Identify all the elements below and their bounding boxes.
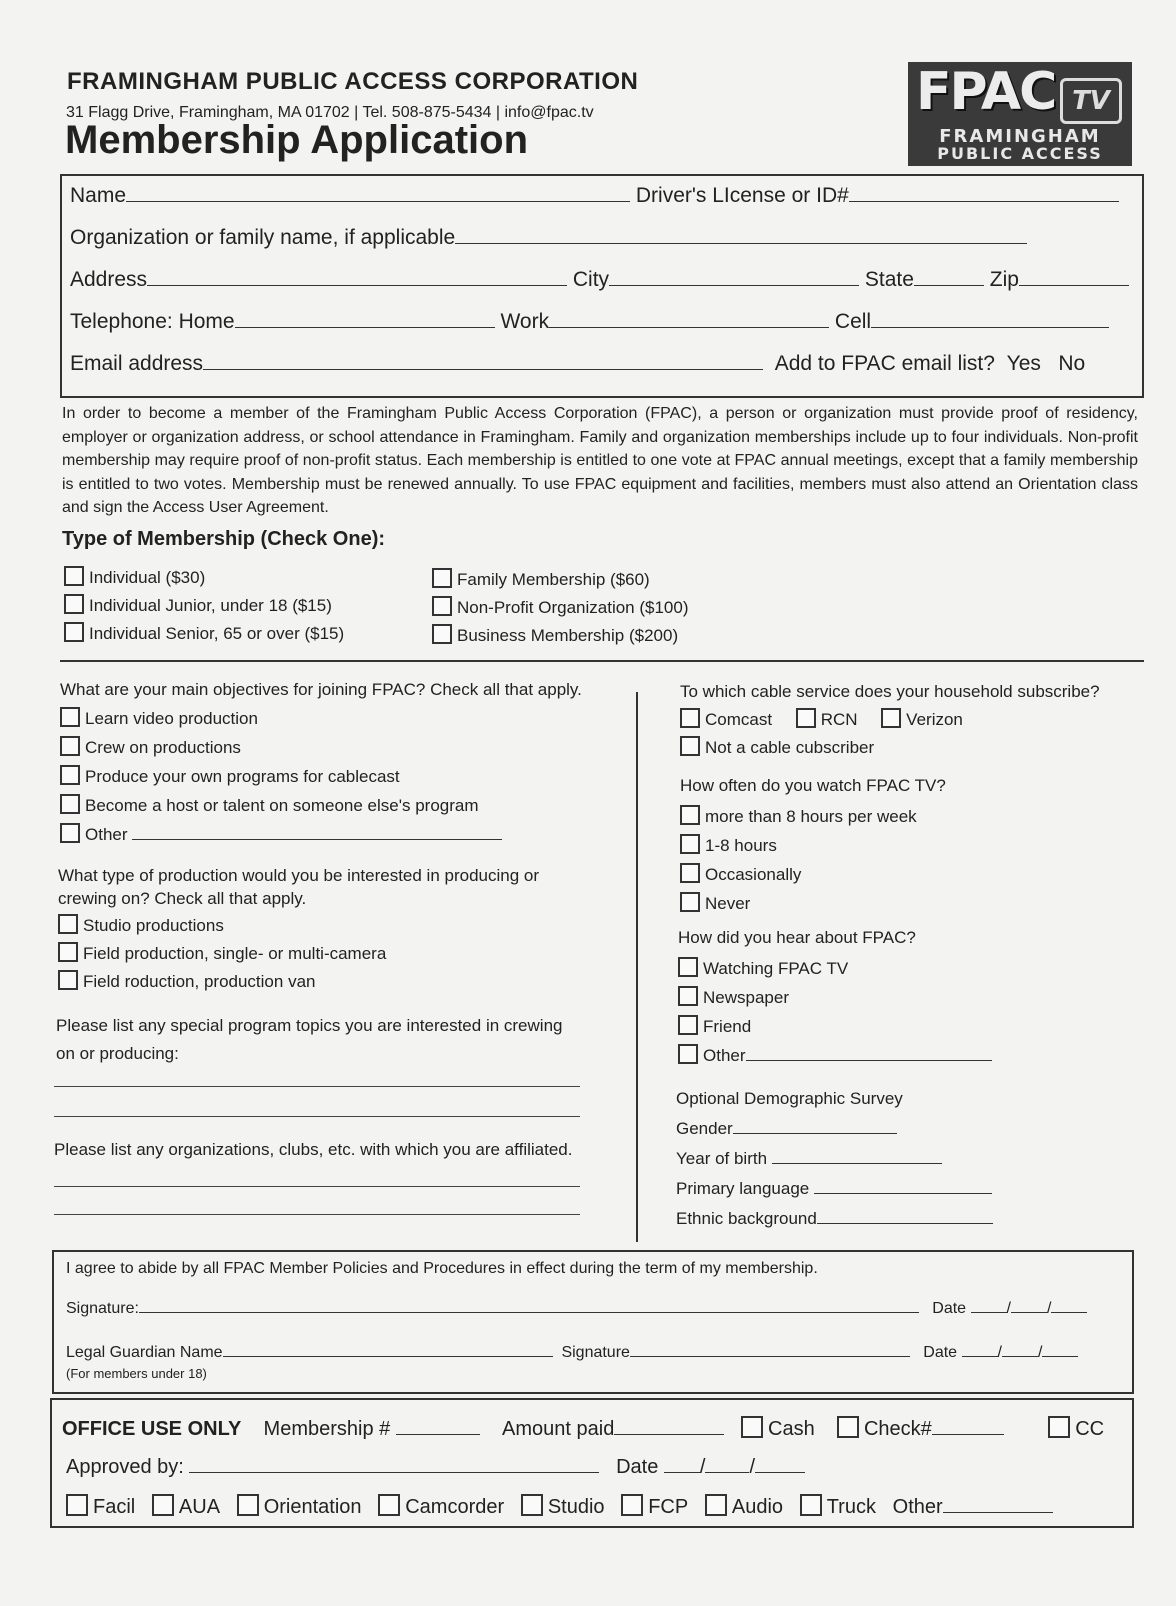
gender-field[interactable] [733,1132,897,1134]
option-label: Camcorder [405,1496,505,1518]
membership-family[interactable] [432,566,689,594]
watch-list [680,802,917,918]
zip-label: Zip [989,268,1019,291]
checkbox[interactable] [680,892,700,912]
office-date-label: Date [616,1456,659,1478]
amount-paid-field[interactable] [614,1433,724,1435]
option-label: Audio [731,1496,784,1518]
guardian-row: Legal Guardian Name Signature Date / / [66,1344,1078,1362]
option-label: Individual ($30) [89,568,206,587]
production-question-line1: What type of production would you be interested in producing or [58,866,540,885]
option-label: Verizon [906,710,963,729]
ethnic-field[interactable] [817,1222,993,1224]
signature-row: Signature: Date / / [66,1300,1087,1318]
cable-rcn[interactable] [796,710,858,729]
tel-home-label: Telephone: Home [70,310,235,333]
checklist-facil[interactable] [66,1496,135,1518]
option-label: Family Membership ($60) [457,570,650,589]
approved-by-label: Approved by: [66,1456,184,1478]
cable-question: To which cable service does your household subscribe? [680,682,1100,701]
hear-other-field[interactable] [746,1059,992,1061]
option-label: Crew on productions [85,738,241,757]
date-label: Date [932,1300,967,1317]
watch-never[interactable] [680,889,917,918]
checkbox[interactable] [680,708,700,728]
signature-label: Signature: [66,1300,139,1317]
production-van[interactable] [58,968,386,996]
page-title: Membership Application [65,118,529,162]
email-list-label: Add to FPAC email list? [774,352,995,375]
option-label: more than 8 hours per week [705,807,917,826]
city-field[interactable] [609,284,859,286]
gender-label: Gender [676,1119,733,1138]
agreement-statement: I agree to abide by all FPAC Member Policies and Procedures in effect during the term of my membership. [66,1260,818,1277]
checklist-audio[interactable] [705,1496,783,1518]
checkbox[interactable] [66,1494,88,1516]
checklist-truck[interactable] [800,1496,876,1518]
section-divider [60,660,1144,662]
option-label: Facil [93,1496,136,1518]
checkbox[interactable] [800,1494,822,1516]
checkbox[interactable] [678,1044,698,1064]
guardian-note: (For members under 18) [66,1366,207,1381]
affiliations-question: Please list any organizations, clubs, etc. with which you are affiliated. [54,1140,573,1159]
checkbox[interactable] [678,1015,698,1035]
checkbox[interactable] [680,805,700,825]
checkbox[interactable] [521,1494,543,1516]
fpac-logo [908,62,1132,166]
option-label: Business Membership ($200) [457,626,679,645]
production-list [58,912,386,996]
option-label: Studio productions [83,916,224,935]
name-label: Name [70,184,127,207]
contact-row-5 [70,352,1085,376]
cash-label: Cash [768,1418,815,1440]
option-label: Other [703,1046,746,1065]
checkbox[interactable] [680,736,700,756]
topics-question [56,1012,562,1068]
membership-senior[interactable] [64,620,344,648]
option-label: Produce your own programs for cablecast [85,767,400,786]
checkbox[interactable] [378,1494,400,1516]
option-label: Other [85,825,128,844]
production-question-line2: crewing on? Check all that apply. [58,889,307,908]
office-checklist [66,1494,1053,1519]
checkbox[interactable] [60,765,80,785]
objective-host[interactable] [60,791,502,820]
guardian-date-label: Date [923,1344,958,1361]
watch-question: How often do you watch FPAC TV? [680,776,946,795]
org-address: 31 Flagg Drive, Framingham, MA 01702 | Tel. 508-875-5434 | info@fpac.tv [66,104,594,121]
option-label: Field production, single- or multi-camera [83,944,387,963]
date-month[interactable] [971,1311,1007,1313]
checkbox[interactable] [680,863,700,883]
logo-main: FPAC [916,62,1056,122]
option-label: 1-8 hours [705,836,777,855]
watch-8plus[interactable] [680,802,917,831]
checkbox[interactable] [58,942,78,962]
checkbox[interactable] [881,708,901,728]
year-of-birth-field[interactable] [772,1162,942,1164]
option-label: Studio [547,1496,605,1518]
topics-question-line1: Please list any special program topics you are interested in crewing [56,1016,563,1035]
language-label: Primary language [676,1179,810,1198]
affiliations-line-2[interactable] [54,1214,580,1215]
license-field[interactable] [849,200,1119,202]
production-field[interactable] [58,940,386,968]
production-question [58,864,539,910]
checkbox[interactable] [58,914,78,934]
membership-business[interactable] [432,622,689,650]
objective-other-field[interactable] [132,838,502,840]
intro-paragraph: In order to become a member of the Framingham Public Access Corporation (FPAC), a person or organization must provide proof of residency, employer or organization address, or school attendance in Framingham. Family and organization memberships include up to four individuals. Non-profit membership may require proof of non-profit status. Each membership is entitled to one vote at FPAC annual meetings, except that a family membership is entitled to two votes. Membership must be renewed annually. To use FPAC equipment and facilities, members must also attend an Orientation class and sign the Access User Agreement. [62,405,1138,516]
production-studio[interactable] [58,912,386,940]
work-label: Work [500,310,550,333]
checklist-studio[interactable] [521,1496,605,1518]
guardian-signature-label: Signature [561,1344,630,1361]
signature-field[interactable] [139,1311,919,1313]
guardian-name-field[interactable] [223,1355,553,1357]
checkbox[interactable] [237,1494,259,1516]
checklist-fcp[interactable] [621,1496,688,1518]
watch-1-8[interactable] [680,831,917,860]
affiliations-line-1[interactable] [54,1186,580,1187]
cash-checkbox[interactable] [741,1416,763,1438]
guardian-date-year[interactable] [1042,1355,1078,1357]
guardian-label: Legal Guardian Name [66,1344,223,1361]
office-date-month[interactable] [664,1471,700,1473]
email-list-yes[interactable]: Yes [1006,352,1041,375]
approved-by-field[interactable] [189,1471,599,1473]
hear-list [678,954,992,1070]
option-label: Occasionally [705,865,802,884]
office-row-1 [62,1416,1104,1441]
office-heading: OFFICE USE ONLY [62,1418,242,1440]
cc-label: CC [1075,1418,1105,1440]
address-field[interactable] [147,284,567,286]
cable-none[interactable] [680,736,874,758]
organization-label: Organization or family name, if applicable [70,226,456,249]
ethnic-label: Ethnic background [676,1209,817,1228]
objective-produce[interactable] [60,762,502,791]
column-divider [636,692,638,1242]
objectives-list [60,704,502,849]
year-of-birth-label: Year of birth [676,1149,768,1168]
membership-no-label: Membership # [263,1418,391,1440]
watch-occasionally[interactable] [680,860,917,889]
option-label: Field roduction, production van [83,972,316,991]
membership-heading: Type of Membership (Check One): [62,528,386,550]
org-name: FRAMINGHAM PUBLIC ACCESS CORPORATION [67,68,639,95]
hear-friend[interactable] [678,1012,992,1041]
city-label: City [572,268,610,291]
logo-tv: TV [1072,86,1110,116]
objectives-question: What are your main objectives for joining FPAC? Check all that apply. [60,680,582,699]
contact-row-4 [70,310,1109,334]
guardian-signature-field[interactable] [630,1355,910,1357]
guardian-date-month[interactable] [962,1355,998,1357]
option-label: Individual Junior, under 18 ($15) [89,596,332,615]
checkbox[interactable] [705,1494,727,1516]
option-label: Learn video production [85,709,258,728]
tel-home-field[interactable] [235,326,495,328]
zip-field[interactable] [1019,284,1129,286]
date-day[interactable] [1011,1311,1047,1313]
option-label: Friend [703,1017,752,1036]
email-field[interactable] [203,368,763,370]
checklist-aua[interactable] [152,1496,220,1518]
office-date-day[interactable] [705,1471,749,1473]
name-field[interactable] [126,200,630,202]
state-field[interactable] [914,284,984,286]
work-field[interactable] [549,326,829,328]
organization-field[interactable] [455,242,1027,244]
topics-line-1[interactable] [54,1086,580,1087]
cc-checkbox[interactable] [1048,1416,1070,1438]
checkbox[interactable] [678,957,698,977]
hear-other[interactable] [678,1041,992,1070]
tv-icon [1060,78,1122,124]
option-label: AUA [178,1496,221,1518]
topics-line-2[interactable] [54,1116,580,1117]
checkbox[interactable] [152,1494,174,1516]
checklist-other-field[interactable] [943,1511,1053,1513]
objective-crew[interactable] [60,733,502,762]
demographics-heading: Optional Demographic Survey [676,1089,903,1108]
objective-other[interactable] [60,820,502,849]
membership-nonprofit[interactable] [432,594,689,622]
topics-question-line2: on or producing: [56,1044,179,1063]
contact-row-2 [70,226,1027,250]
membership-right-list [432,566,689,650]
check-label: Check# [863,1418,932,1440]
checkbox[interactable] [64,594,84,614]
cable-comcast[interactable] [680,710,772,729]
contact-row-3 [70,268,1129,292]
checkbox[interactable] [621,1494,643,1516]
checklist-other-label: Other [892,1496,943,1518]
checkbox[interactable] [58,970,78,990]
cell-field[interactable] [871,326,1109,328]
demographics [676,1084,993,1234]
contact-row-1 [70,184,1119,208]
objective-learn-video[interactable] [60,704,502,733]
hear-newspaper[interactable] [678,983,992,1012]
checkbox[interactable] [678,986,698,1006]
hear-watching[interactable] [678,954,992,983]
checkbox[interactable] [60,794,80,814]
email-list-no[interactable]: No [1058,352,1086,375]
checkbox[interactable] [432,568,452,588]
email-label: Email address [70,352,204,375]
check-no-field[interactable] [932,1433,1004,1435]
membership-individual[interactable] [64,564,344,592]
membership-left-list [64,564,344,648]
state-label: State [864,268,914,291]
checkbox[interactable] [432,624,452,644]
option-label: Not a cable cubscriber [705,738,875,757]
checklist-camcorder[interactable] [378,1496,504,1518]
office-date-year[interactable] [755,1471,805,1473]
membership-no-field[interactable] [396,1433,480,1435]
checkbox[interactable] [796,708,816,728]
option-label: Watching FPAC TV [703,959,849,978]
hear-question: How did you hear about FPAC? [678,928,916,947]
cell-label: Cell [834,310,872,333]
option-label: FCP [648,1496,689,1518]
language-field[interactable] [814,1192,992,1194]
option-label: Non-Profit Organization ($100) [457,598,689,617]
option-label: Comcast [705,710,773,729]
logo-line1: FRAMINGHAM [939,126,1101,147]
checkbox[interactable] [60,736,80,756]
checkbox[interactable] [64,566,84,586]
guardian-date-day[interactable] [1002,1355,1038,1357]
option-label: Orientation [263,1496,362,1518]
option-label: RCN [820,710,858,729]
checklist-orientation[interactable] [237,1496,362,1518]
membership-junior[interactable] [64,592,344,620]
option-label: Newspaper [703,988,789,1007]
option-label: Never [705,894,751,913]
checkbox[interactable] [60,823,80,843]
option-label: Become a host or talent on someone else's program [85,796,479,815]
option-label: Individual Senior, 65 or over ($15) [89,624,345,643]
check-checkbox[interactable] [837,1416,859,1438]
amount-paid-label: Amount paid [502,1418,615,1440]
office-row-2: Approved by: Date / / [66,1456,805,1479]
cable-verizon[interactable] [881,710,963,729]
checkbox[interactable] [60,707,80,727]
license-label: Driver's LIcense or ID# [635,184,849,207]
option-label: Truck [826,1496,876,1518]
checkbox[interactable] [680,834,700,854]
checkbox[interactable] [432,596,452,616]
cable-options [680,708,963,730]
logo-line2: PUBLIC ACCESS [937,144,1103,163]
checkbox[interactable] [64,622,84,642]
date-year[interactable] [1051,1311,1087,1313]
address-label: Address [70,268,148,291]
